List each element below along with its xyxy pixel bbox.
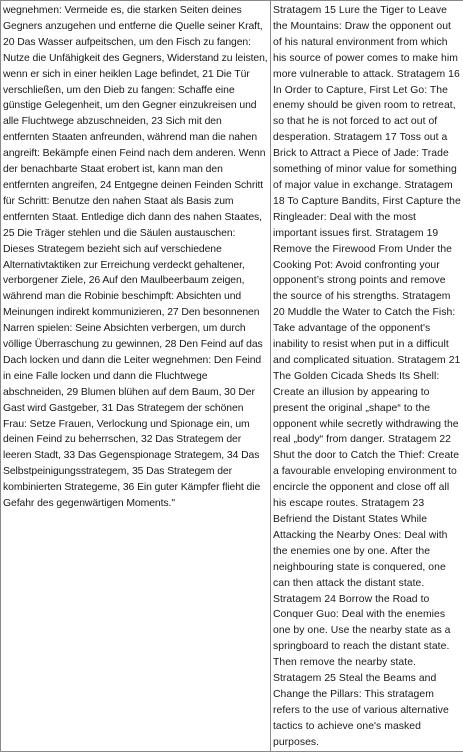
english-text-cell [271,1,463,752]
english-stratagem-text: Stratagem 15 Lure the Tiger to Leave the Mountains: Draw the opponent out of his natural environment from which his source of power comes to make him more vulnerable to attack. Stratagem 16 In Order to Capture, First Let Go: The enemy should be given room to retreat, so that he is not forced to act out of desperation. Stratagem 17 Toss out a Brick to Attract a Piece of Jade: Trade something of minor value for something of major value in exchange. Stratagem 18 To Capture Bandits, First Capture the Ringleader: Deal with the most important issues first. Stratagem 19 Remove the Firewood From Under the Cooking Pot: Avoid confronting your opponent’s strong points and remove the source of his strengths. Stratagem 20 Muddle the Water to Catch the Fish: Take advantage of the opponent's inability to resist when put in a difficult and complicated situation. Stratagem 21 The Golden Cicada Sheds Its Shell: Create an illusion by appearing to present the original „shape“ to the opponent while secretly withdrawing the real „body“ from danger. Stratagem 22 Shut the door to Catch the Thief: Create a favourable enveloping environment to encircle the opponent and close off all his escape routes. Stratagem 23 Befriend the Distant States While Attacking the Nearby Ones: Deal with the enemies one by one. After the neighbouring state is conquered, one can then attack the distant state. Stratagem 24 Borrow the Road to Conquer Guo: Deal with the enemies one by one. Use the nearby state as a springboard to reach the distant state. Then remove the nearby state. Stratagem 25 Steal the Beams and Change the Pillars: This stratagem refers to the use of various alternative tactics to achieve one's masked purposes. [273,3,461,751]
german-stratagem-text: wegnehmen: Vermeide es, die starken Seiten deines Gegners anzugehen und entferne die Quelle seiner Kraft, 20 Das Wasser aufpeitschen, um den Fisch zu fangen: Nutze die Unfähigkeit des Gegners, Widerstand zu leisten, wenn er sich in einer heiklen Lage befindet, 21 Die Tür verschließen, um den Dieb zu fangen: Schaffe eine günstige Gelegenheit, um den Gegner einzukreisen und alle Fluchtwege abzuschneiden, 23 Sich mit den entfernten Staaten anfreunden, während man die nahen angreift: Bekämpfe einen Feind nach dem anderen. Wenn der benachbarte Staat erobert ist, kann man den entfernten angreifen, 24 Entgegne deinen Feinden Schritt für Schritt: Benutze den nahen Staat als Basis zum entfernten Staat. Entledige dich dann des nahen Staates, 25 Die Träger stehlen und die Säulen austauschen: Dieses Strategem bezieht sich auf verschiedene Alternativtaktiken zur Erreichung verdeckt gehaltener, verborgener Ziele, 26 Auf den Maulbeerbaum zeigen, während man die Robinie beschimpft: Absichten und Meinungen indirekt kommunizieren, 27 Den besonnenen Narren spielen: Seine Absichten verbergen, um durch völlige Überraschung zu gewinnen, 28 Den Feind auf das Dach locken und dann die Leiter wegnehmen: Den Feind in eine Falle locken und dann die Fluchtwege abschneiden, 29 Blumen blühen auf dem Baum, 30 Der Gast wird Gastgeber, 31 Das Strategem der schönen Frau: Setze Frauen, Verlockung und Spionage ein, um deinen Feind zu beherrschen, 32 Das Strategem der leeren Stadt, 33 Das Gegenspionage Strategem, 34 Das Selbstpeinigungsstrategem, 35 Das Strategem der kombinierten Strategeme, 36 Ein guter Kämpfer flieht die Gefahr des gegenwärtigen Moments." [3,3,268,512]
table-row [1,1,463,752]
german-text-cell [1,1,271,752]
